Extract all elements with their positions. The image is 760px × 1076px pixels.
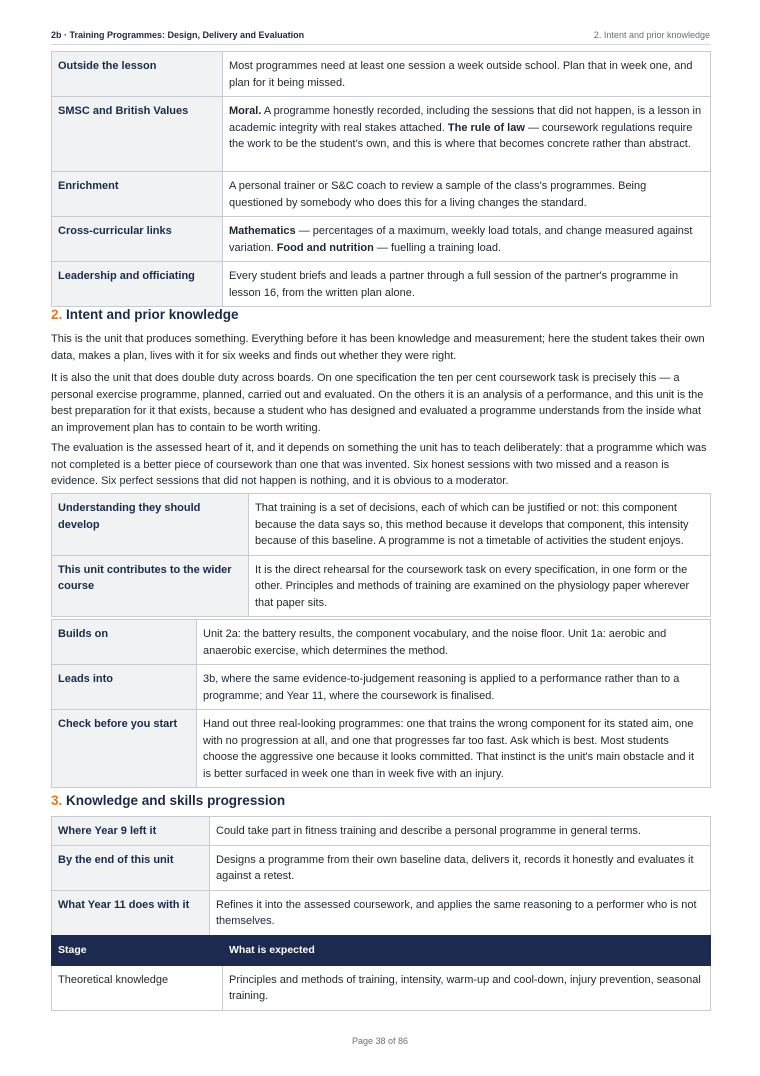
text-run: — percentages of a maximum, weekly load totals, and change measured against variation. — [229, 225, 693, 254]
section-number: 3. — [51, 793, 63, 808]
stage-table — [51, 935, 711, 1011]
builds-on-table — [51, 619, 711, 788]
table-header-row — [52, 936, 711, 966]
section-heading-text: Knowledge and skills progression — [66, 793, 286, 808]
row-value: Refines it into the assessed coursework, and applies the same reasoning to a performer who is not themselves. — [210, 890, 711, 935]
bold-term: Food and nutrition — [276, 241, 374, 254]
section-heading-text: Intent and prior knowledge — [66, 307, 239, 322]
row-value: Every student briefs and leads a partner through a full session of the partner's programme in lesson 16, from the written plan alone. — [223, 262, 711, 307]
row-key: What Year 11 does with it — [52, 890, 210, 935]
text-run: — coursework regulations require the work to be the student's own, and this is where that becomes concrete rather than abstract. — [229, 121, 693, 150]
row-value: Hand out three real-looking programmes: one that trains the wrong component for its stated aim, one with no progression at all, and one that progresses far too fast. Ask which is best. Most students choose the aggressive one because it looks committed. That instinct is the unit's main obstacle and it is better surfaced in week one than in week five with an injury. — [197, 710, 711, 788]
expected-cell: Principles and methods of training, intensity, warm-up and cool-down, injury prevention, seasonal training. — [223, 965, 711, 1010]
paragraph: This is the unit that produces something. Everything before it has been knowledge and measurement; here the student takes their own data, makes a plan, lives with it for six weeks and finds out whether they were right. — [51, 333, 705, 362]
table-row — [52, 172, 711, 217]
table-row — [52, 555, 711, 617]
cross-curricular-table — [51, 51, 711, 307]
section-3-heading — [51, 792, 710, 810]
row-value: Most programmes need at least one session a week outside school. Plan that in week one, and plan for it being missed. — [223, 52, 711, 97]
bold-term: Mathematics — [229, 225, 296, 237]
section-title: 2. Intent and prior knowledge — [593, 30, 710, 40]
row-value: It is the direct rehearsal for the coursework task on every specification, in one form or the other. Principles and methods of training are examined on the physiology paper wherever that paper sits. — [249, 555, 711, 617]
table-row — [52, 494, 711, 556]
row-key: SMSC and British Values — [52, 97, 223, 172]
table-row — [52, 217, 711, 262]
section-2-heading — [51, 306, 710, 324]
row-key: This unit contributes to the wider course — [52, 555, 249, 617]
understanding-table — [51, 493, 711, 617]
table-row — [52, 620, 711, 665]
row-key: Enrichment — [52, 172, 223, 217]
table-row — [52, 890, 711, 935]
row-key: Builds on — [52, 620, 197, 665]
bold-term: Moral. — [229, 105, 262, 117]
row-key: By the end of this unit — [52, 845, 210, 890]
row-value: Designs a programme from their own baseline data, delivers it, records it honestly and evaluates it against a retest. — [210, 845, 711, 890]
table-row — [52, 262, 711, 307]
row-value: That training is a set of decisions, each of which can be justified or not: this component because the data says so, this method because it develops that component, this intensity because of this baseline. A programme is not a timetable of activities the student enjoys. — [249, 494, 711, 556]
paragraph: It is also the unit that does double duty across boards. On one specification the ten per cent coursework task is precisely this — a personal exercise programme, planned, carried out and evaluated. On the others it is an analysis of a performance, and this unit is the best preparation for it that exists, because a student who has designed and evaluated a programme understands from the inside what an improvement plan has to contain to be worth writing. — [51, 372, 704, 434]
progression-table — [51, 816, 711, 936]
text-run: — fuelling a training load. — [373, 241, 502, 254]
header-divider — [51, 44, 710, 45]
row-value — [223, 97, 711, 172]
row-value: A personal trainer or S&C coach to review a sample of the class's programmes. Being questioned by somebody who does this for a living changes the standard. — [223, 172, 711, 217]
row-value: 3b, where the same evidence-to-judgement reasoning is applied to a performance rather than to a programme; and Year 11, where the coursework is finalised. — [197, 665, 711, 710]
row-key: Check before you start — [52, 710, 197, 788]
row-key: Leads into — [52, 665, 197, 710]
row-key: Where Year 9 left it — [52, 817, 210, 846]
row-key: Leadership and officiating — [52, 262, 223, 307]
row-value: Could take part in fitness training and describe a personal programme in general terms. — [210, 817, 711, 846]
row-key: Outside the lesson — [52, 52, 223, 97]
table-row — [52, 97, 711, 172]
page-number: Page 38 of 86 — [351, 1036, 409, 1046]
stage-cell: Theoretical knowledge — [52, 965, 223, 1010]
running-header — [51, 27, 710, 44]
bold-term: The rule of law — [447, 121, 525, 134]
table-row — [52, 965, 711, 1010]
table-row — [52, 665, 711, 710]
paragraph: The evaluation is the assessed heart of it, and it depends on something the unit has to teach deliberately: that a programme which was not completed is a better piece of coursework than one that was invented. Six honest sessions with two missed and a reason is evidence. Six perfect sessions that did not happen is nothing, and it is obvious to a moderator. — [51, 442, 707, 487]
row-key: Understanding they should develop — [52, 494, 249, 556]
column-header: Stage — [52, 936, 223, 966]
section-number: 2. — [51, 307, 63, 322]
table-row — [52, 817, 711, 846]
table-row — [52, 710, 711, 788]
column-header: What is expected — [223, 936, 711, 966]
document-title: 2b · Training Programmes: Design, Delivery and Evaluation — [51, 30, 305, 40]
text-run: A programme honestly recorded, including the sessions that did not happen, is a lesson in academic integrity with real stakes attached. — [229, 105, 702, 134]
table-row — [52, 845, 711, 890]
row-value: Unit 2a: the battery results, the component vocabulary, and the noise floor. Unit 1a: aerobic and anaerobic exercise, which determines the method. — [197, 620, 711, 665]
row-value — [223, 217, 711, 262]
row-key: Cross-curricular links — [52, 217, 223, 262]
table-row — [52, 52, 711, 97]
